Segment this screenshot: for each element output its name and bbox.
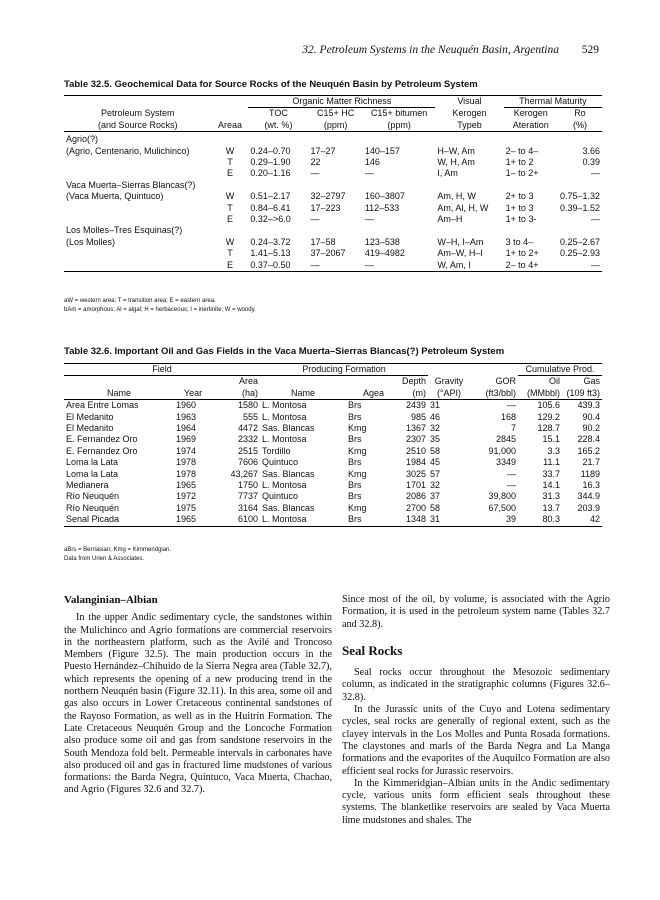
table-cell: Brs — [348, 491, 362, 502]
table-cell: 37 — [430, 491, 441, 502]
column-header: (°API) — [436, 387, 462, 398]
table-cell: 1+ to 3 — [505, 202, 534, 213]
table-cell: E. Fernandez Oro — [66, 445, 138, 456]
table-cell: 13.7 — [542, 502, 560, 513]
table-cell: 58 — [430, 445, 441, 456]
column-header: (ha) — [241, 387, 258, 398]
visual-header: Visual — [457, 96, 482, 106]
body-paragraph: In the Kimmeridgian–Albian units in the Andic sedimentary cycle, various units form efficient seals throughout these systems. The blanketlike reservoirs are sealed by Vaca Muerta lime mudstones and shales. The — [342, 777, 610, 826]
table-cell: — — [591, 214, 600, 225]
table-cell: Quintuco — [262, 491, 299, 502]
table-cell: Medianera — [66, 480, 109, 491]
table-cell: 90.4 — [582, 411, 600, 422]
table-cell: 31.3 — [542, 491, 560, 502]
section-heading-valanginian: Valanginian–Albian — [64, 594, 158, 606]
group-subtitle: (Los Molles) — [66, 236, 116, 247]
table-row — [64, 503, 602, 514]
footnote: aW = western area; T = transition area; E = eastern area. — [64, 298, 216, 304]
table-cell: El Medanito — [66, 423, 114, 434]
table-cell: 1580 — [237, 400, 258, 411]
table-cell: Kmg — [348, 445, 367, 456]
table-row — [64, 191, 602, 202]
table-cell: 16.3 — [582, 480, 600, 491]
table-cell: 21.7 — [582, 457, 600, 468]
table-cell: L. Montosa — [262, 514, 307, 525]
column-header: (and Source Rocks) — [97, 119, 178, 130]
table-cell: Am, Al, H, W — [437, 202, 489, 213]
column-header — [174, 376, 212, 388]
table-cell: Tordillo — [262, 445, 291, 456]
table-cell: 2307 — [405, 434, 426, 445]
table-cell: 0.39 — [582, 157, 600, 168]
table-cell: 4472 — [237, 423, 258, 434]
table-cell: 0.20–1.16 — [250, 168, 291, 179]
table-row — [64, 168, 602, 179]
organic-header: Organic Matter Richness — [248, 96, 435, 108]
table-cell: 0.75–1.32 — [559, 191, 600, 202]
column-header: Ateration — [512, 119, 549, 130]
table-cell: Loma la Lata — [66, 457, 119, 468]
field-header: Field — [64, 364, 260, 376]
group-subtitle: (Agrio, Centenario, Mulichinco) — [66, 145, 190, 156]
column-header: Name — [106, 387, 131, 398]
table-cell: 0.29–1.90 — [250, 157, 291, 168]
footnote: aBrs = Berriasian; Kmg = Kimmeridgian. — [64, 547, 172, 553]
table-cell: 42 — [589, 514, 600, 525]
group-row — [64, 132, 602, 146]
table-cell: 2332 — [237, 434, 258, 445]
table-cell: 1960 — [176, 400, 197, 411]
table-row — [64, 469, 602, 480]
table-cell: 45 — [430, 457, 441, 468]
table-row — [64, 434, 602, 445]
table1-geochemical-data — [64, 95, 602, 272]
column-header: (109 ft3) — [566, 387, 600, 398]
column-header: Ro — [574, 108, 586, 119]
body-paragraph: Since most of the oil, by volume, is associated with the Agrio Formation, it is used in the petroleum system name (Tables 32.7 and 32.8). — [342, 594, 610, 630]
table-cell: 80.3 — [542, 514, 560, 525]
group-name: Los Molles–Tres Esquinas(?) — [66, 225, 183, 236]
table-cell: 31 — [430, 400, 441, 411]
table-cell: 112–533 — [364, 202, 400, 213]
right-column — [342, 594, 610, 827]
body-paragraph: In the upper Andic sedimentary cycle, the sandstones within the Mulichinco and Agrio formations are commercial reservoirs in the northeastern platform, such as the Avilé and Troncoso Members (Figure 32.5). The main production occurs in the Puesto Hernández–Chihuido de la Sierra Negra area (Table 32.7), which represents the opening of a new producing trend in the northern Neuquén basin (Figure 32.11). In this area, some oil and gas also occurs in Lower Cretaceous continental sandstones of the Rayoso Formation, as well as in the Huitrín Formation. The Late Cretaceous Neuquén Group and the Loncoche Formation also produce some oil and gas from sandstone reservoirs in the South Mendoza fold belt. Permeable intervals in carbonates have also produced oil and gas in fractured lime mudstones of various formations: the Barda Negra, Quintuco, Vaca Muerta, Chachao, and Agrio (Figures 32.6 and 32.7). — [64, 612, 332, 796]
column-header: Depth — [401, 376, 426, 387]
table-cell: 0.24–3.72 — [250, 236, 291, 247]
table-cell: 67,500 — [488, 502, 516, 513]
table-cell: 2+ to 3 — [505, 191, 534, 202]
table-cell: 1974 — [176, 445, 197, 456]
table-row — [64, 446, 602, 457]
column-header — [260, 376, 346, 388]
table-cell: 58 — [430, 502, 441, 513]
table-cell: — — [591, 168, 600, 179]
table-cell: W, Am, I — [437, 259, 471, 270]
table-cell: 2845 — [495, 434, 516, 445]
group-name: Agrio(?) — [66, 134, 99, 145]
table-cell: W–H, I–Am — [437, 236, 484, 247]
table-cell: 128.7 — [537, 423, 560, 434]
table-cell: 91,000 — [488, 445, 516, 456]
table2-caption: Table 32.6. Important Oil and Gas Fields in the Vaca Muerta–Sierras Blancas(?) Petroleum System — [64, 346, 505, 357]
table-cell: 2– to 4– — [505, 145, 539, 156]
body-paragraph: Seal rocks occur throughout the Mesozoic sedimentary column, as indicated in the stratigraphic columns (Figures 32.6–32.8). — [342, 667, 610, 703]
table-cell: 439.3 — [577, 400, 600, 411]
table-cell: 2515 — [237, 445, 258, 456]
table-cell: — — [507, 480, 516, 491]
column-header: (ft3/bbl) — [485, 387, 516, 398]
table-cell: L. Montosa — [262, 434, 307, 445]
column-header: (%) — [572, 119, 587, 130]
table-cell: 57 — [430, 468, 441, 479]
table-cell: T — [227, 157, 233, 168]
table-cell: 555 — [242, 411, 258, 422]
table-row — [64, 260, 602, 272]
page-header — [64, 44, 599, 60]
table-cell: 1965 — [176, 480, 197, 491]
table-cell: 1+ to 3- — [505, 214, 537, 225]
table-cell: 37–2067 — [310, 248, 346, 259]
column-header: Year — [183, 387, 203, 398]
table-cell: E. Fernandez Oro — [66, 434, 138, 445]
table-cell: 1348 — [405, 514, 426, 525]
table-cell: 90.2 — [582, 423, 600, 434]
table-cell: 3.66 — [582, 145, 600, 156]
table-cell: 33.7 — [542, 468, 560, 479]
table-cell: 15.1 — [542, 434, 560, 445]
table-cell: — — [364, 214, 374, 225]
table-cell: 1965 — [176, 514, 197, 525]
producing-header: Producing Formation — [260, 364, 428, 376]
table-cell: 1+ to 2+ — [505, 248, 539, 259]
table-row — [64, 423, 602, 434]
table2-oil-gas-fields — [64, 363, 602, 527]
table-cell: 3025 — [405, 468, 426, 479]
table2-footnotes — [64, 546, 171, 564]
column-header: (wt. %) — [264, 119, 293, 130]
table-cell: 0.25–2.67 — [559, 236, 600, 247]
table-cell: Brs — [348, 480, 362, 491]
table-cell: Kmg — [348, 502, 367, 513]
column-header: Name — [290, 387, 315, 398]
table-row — [64, 214, 602, 225]
column-header: (ppm) — [323, 119, 348, 130]
table-cell: 3 to 4– — [505, 236, 534, 247]
table-cell: Kmg — [348, 468, 367, 479]
table-cell: 1984 — [405, 457, 426, 468]
table-cell: 985 — [410, 411, 426, 422]
table-cell: 39,800 — [488, 491, 516, 502]
table-cell: W — [225, 191, 235, 202]
group-row — [64, 225, 602, 236]
table-cell: 17–27 — [310, 145, 336, 156]
table-row — [64, 400, 602, 412]
section-heading-seal-rocks: Seal Rocks — [342, 642, 403, 658]
column-header: Oil — [549, 376, 560, 387]
column-header: Kerogen — [452, 107, 487, 118]
column-header: GOR — [495, 375, 516, 386]
table-cell: Brs — [348, 434, 362, 445]
table-cell: 39 — [505, 514, 516, 525]
table-cell: 35 — [430, 434, 441, 445]
table-cell: 165.2 — [577, 445, 600, 456]
table1-caption: Table 32.5. Geochemical Data for Source Rocks of the Neuquén Basin by Petroleum System — [64, 79, 478, 90]
table-cell: — — [310, 168, 320, 179]
table-cell: Am–H — [437, 214, 463, 225]
table-cell: E — [226, 214, 233, 225]
column-header: (m) — [412, 387, 426, 398]
footnote: bAm = amorphous; Al = algal; H = herbaceous; I = inertinite; W = woody. — [64, 307, 256, 313]
table-cell: 1367 — [405, 423, 426, 434]
table-cell: 1975 — [176, 502, 197, 513]
table-cell: 2086 — [405, 491, 426, 502]
table-cell: Kmg — [348, 423, 367, 434]
table-cell: 0.84–6.41 — [250, 202, 291, 213]
column-header: Kerogen — [513, 108, 548, 119]
column-header: TOC — [269, 108, 288, 119]
table-cell: 32 — [430, 480, 441, 491]
table-cell: 17–223 — [310, 202, 341, 213]
table-cell: — — [364, 168, 374, 179]
table-row — [64, 514, 602, 526]
table-cell: E — [226, 259, 233, 270]
table-row — [64, 237, 602, 248]
table-cell: 1750 — [237, 480, 258, 491]
table-cell: Sas. Blancas — [262, 502, 315, 513]
table-cell: Río Neuquén — [66, 491, 120, 502]
left-column — [64, 594, 332, 797]
table-cell: H–W, Am — [437, 145, 475, 156]
column-header: C15+ bitumen — [370, 108, 428, 119]
column-header: Areaa — [217, 119, 242, 130]
table-cell: Río Neuquén — [66, 502, 120, 513]
table-cell: I, Am — [437, 168, 458, 179]
body-paragraph: In the Jurassic units of the Cuyo and Lotena sedimentary cycles, seal rocks are generally of regional extent, such as the clayey intervals in the Los Molles and Punta Rosada formations. The claystones and marls of the Barda Negra and La Manga formations and the evaporites of the Auquilco Formation are also efficient seal rocks for Jurassic reservoirs. — [342, 704, 610, 777]
table-cell: 168 — [500, 411, 516, 422]
table-cell: 6100 — [237, 514, 258, 525]
table-cell: 1+ to 2 — [505, 157, 534, 168]
table-cell: 1963 — [176, 411, 197, 422]
table-row — [64, 457, 602, 468]
table-cell: — — [591, 259, 600, 270]
table-cell: — — [310, 259, 320, 270]
table-cell: — — [507, 400, 516, 411]
table-cell: Sas. Blancas — [262, 468, 315, 479]
table-cell: 344.9 — [577, 491, 600, 502]
table-cell: 1701 — [405, 480, 426, 491]
column-header: Typeb — [457, 119, 482, 130]
table-cell: 1– to 2+ — [505, 168, 539, 179]
table-cell: Brs — [348, 514, 362, 525]
table-cell: 123–538 — [364, 236, 400, 247]
table-cell: 140–157 — [364, 145, 400, 156]
table-cell: 3349 — [495, 457, 516, 468]
table-cell: Am–W, H–I — [437, 248, 483, 259]
column-header: (ppm) — [387, 119, 411, 130]
cumulative-header: Cumulative Prod. — [518, 364, 602, 376]
table-cell: Brs — [348, 457, 362, 468]
table-cell: 7 — [510, 423, 516, 434]
thermal-header: Thermal Maturity — [504, 96, 602, 108]
table-cell: 1978 — [176, 457, 197, 468]
table-row — [64, 412, 602, 423]
running-title: 32. Petroleum Systems in the Neuquén Basin, Argentina — [302, 44, 559, 56]
table-cell: 0.25–2.93 — [559, 248, 600, 259]
column-header: Gas — [583, 376, 600, 387]
table-cell: Area Entre Lomas — [66, 400, 139, 411]
table-cell: 203.9 — [577, 502, 600, 513]
table-cell: 31 — [430, 514, 441, 525]
table-cell: 2439 — [405, 400, 426, 411]
table1-footnotes — [64, 297, 256, 315]
table-cell: 0.37–0.50 — [250, 259, 291, 270]
table-cell: T — [227, 202, 233, 213]
table-cell: 2700 — [405, 502, 426, 513]
column-header — [346, 376, 386, 388]
table-row — [64, 203, 602, 214]
table-cell: 160–3807 — [364, 191, 405, 202]
group-name: Vaca Muerta–Sierras Blancas(?) — [66, 179, 196, 190]
column-header — [64, 376, 174, 388]
table-cell: — — [310, 214, 320, 225]
table-row — [64, 480, 602, 491]
table-cell: Loma la Lata — [66, 468, 119, 479]
column-header: Agea — [362, 387, 384, 398]
table-cell: W — [225, 236, 235, 247]
table-cell: Brs — [348, 411, 362, 422]
table-cell: 1189 — [580, 468, 600, 479]
table-cell: 1.41–5.13 — [250, 248, 291, 259]
table-cell: El Medanito — [66, 411, 114, 422]
table-cell: 419–4982 — [364, 248, 405, 259]
table-cell: 7737 — [237, 491, 258, 502]
table-cell: 1972 — [176, 491, 197, 502]
table-cell: 105.6 — [537, 400, 560, 411]
table-cell: W, H, Am — [437, 157, 475, 168]
table-cell: Brs — [348, 400, 362, 411]
table-cell: 32 — [430, 423, 441, 434]
table-cell: 14.1 — [542, 480, 560, 491]
group-row — [64, 180, 602, 191]
table-cell: Quintuco — [262, 457, 299, 468]
table-cell: 0.32–>6.0 — [250, 214, 291, 225]
table-cell: 3.3 — [547, 445, 560, 456]
table-row — [64, 491, 602, 502]
table-cell: 11.1 — [543, 457, 560, 468]
column-header — [212, 108, 249, 120]
table-cell: Senal Picada — [66, 514, 120, 525]
table-cell: 43,267 — [230, 468, 258, 479]
table-cell: L. Montosa — [262, 411, 307, 422]
column-header: Gravity — [434, 375, 464, 386]
column-header: C15+ HC — [317, 108, 355, 119]
table-cell: 0.51–2.17 — [250, 191, 291, 202]
table-row — [64, 157, 602, 168]
table-cell: 1969 — [176, 434, 197, 445]
table-cell: 32–2797 — [310, 191, 346, 202]
table-cell: W — [225, 145, 235, 156]
table-cell: — — [507, 468, 516, 479]
table-cell: L. Montosa — [262, 480, 307, 491]
table-cell: L. Montosa — [262, 400, 307, 411]
column-header: Petroleum System — [101, 107, 175, 118]
table-cell: Am, H, W — [437, 191, 476, 202]
table-cell: 22 — [310, 157, 321, 168]
table-cell: — — [364, 259, 374, 270]
page-number: 529 — [581, 44, 599, 56]
table-cell: 1978 — [176, 468, 197, 479]
table-row — [64, 146, 602, 157]
table-cell: 0.39–1.52 — [559, 202, 600, 213]
table-cell: 2– to 4+ — [505, 259, 539, 270]
table-cell: Sas. Blancas — [262, 423, 315, 434]
table-cell: 129.2 — [537, 411, 560, 422]
table-cell: 17–58 — [310, 236, 336, 247]
footnote: Data from Urien & Associates. — [64, 556, 145, 562]
column-header: (MMbbl) — [527, 387, 560, 398]
table-cell: 2510 — [405, 445, 426, 456]
table-cell: 0.24–0.70 — [250, 145, 291, 156]
table-cell: 228.4 — [577, 434, 600, 445]
table-cell: E — [226, 168, 233, 179]
table-row — [64, 248, 602, 259]
group-subtitle: (Vaca Muerta, Quintuco) — [66, 191, 164, 202]
table-cell: 7606 — [237, 457, 258, 468]
table-cell: 1964 — [176, 423, 197, 434]
table-cell: T — [227, 248, 233, 259]
table-cell: 46 — [430, 411, 441, 422]
table-cell: 3164 — [237, 502, 258, 513]
table-cell: 146 — [364, 157, 380, 168]
column-header: Area — [238, 376, 258, 387]
